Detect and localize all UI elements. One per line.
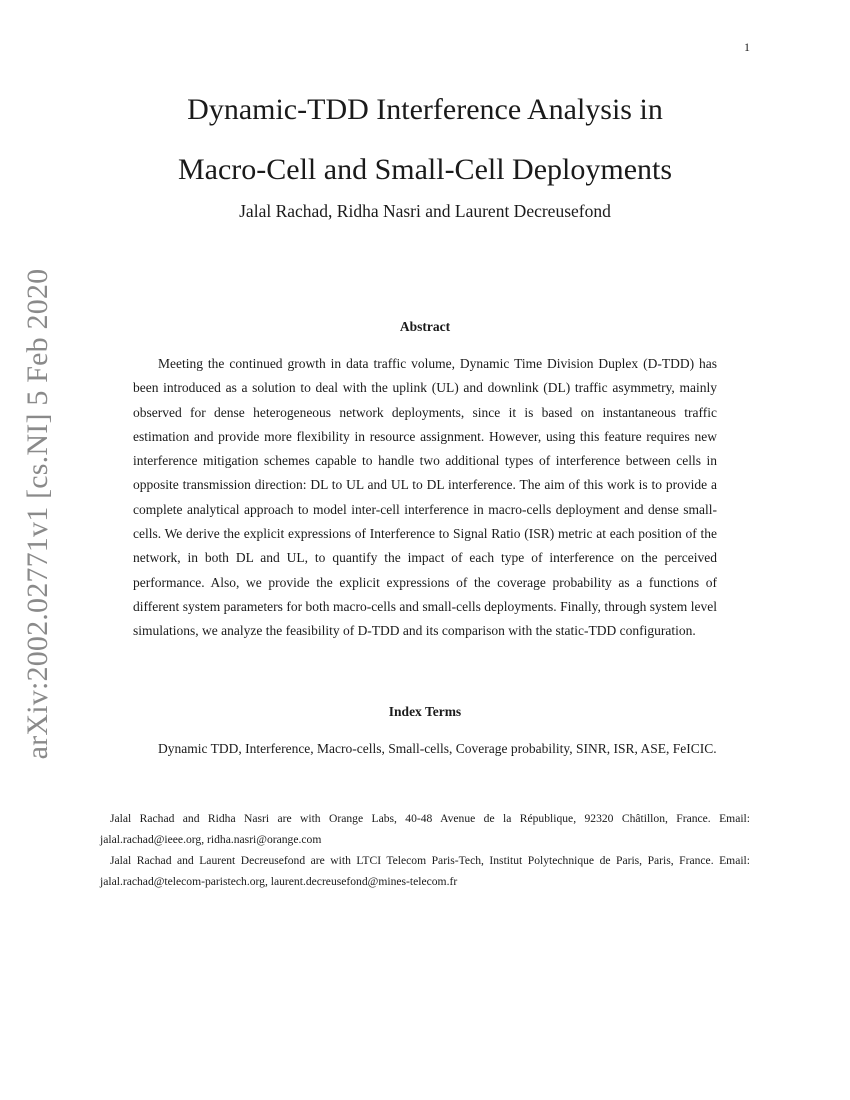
footnote-affiliation-1: Jalal Rachad and Ridha Nasri are with Orange Labs, 40-48 Avenue de la République, 92320 Châtillon, France. Email: jalal.rachad@ieee.org, ridha.nasri@orange.com: [100, 812, 750, 846]
footnote-affiliation-2: Jalal Rachad and Laurent Decreusefond are with LTCI Telecom Paris-Tech, Institut Polytechnique de Paris, Paris, France. Email: jalal.rachad@telecom-paristech.org, laurent.decreusefond@mines-telecom.fr: [100, 854, 750, 888]
title-line-1: Dynamic-TDD Interference Analysis in: [187, 93, 663, 126]
paper-title: [0, 80, 850, 200]
title-line-2: Macro-Cell and Small-Cell Deployments: [177, 153, 673, 186]
index-terms-text: Dynamic TDD, Interference, Macro-cells, Small-cells, Coverage probability, SINR, ISR, ASE, FeICIC.: [158, 741, 717, 756]
arxiv-stamp: arXiv:2002.02771v1 [cs.NI] 5 Feb 2020: [21, 268, 54, 760]
abstract-text: Meeting the continued growth in data traffic volume, Dynamic Time Division Duplex (D-TDD) has been introduced as a solution to deal with the uplink (UL) and downlink (DL) traffic asymmetry, mainly observed for dense heterogeneous network deployments, since it is based on instantaneous traffic estimation and provide more flexibility in resource assignment. However, using this feature requires new interference mitigation schemes capable to handle two additional types of interference between cells in opposite transmission direction: DL to UL and UL to DL interference. The aim of this work is to provide a complete analytical approach to model inter-cell interference in macro-cells deployment and dense small-cells. We derive the explicit expressions of Interference to Signal Ratio (ISR) metric at each position of the network, in both DL and UL, to quantify the impact of each type of interference on the perceived performance. Also, we provide the explicit expressions of the coverage probability as a functions of different system parameters for both macro-cells and small-cells deployments. Finally, through system level simulations, we analyze the feasibility of D-TDD and its comparison with the static-TDD configuration.: [133, 356, 717, 639]
authors: Jalal Rachad, Ridha Nasri and Laurent Decreusefond: [239, 201, 611, 221]
abstract-heading: Abstract: [399, 319, 451, 334]
index-terms-heading: Index Terms: [388, 704, 462, 719]
page-number: 1: [744, 40, 750, 54]
